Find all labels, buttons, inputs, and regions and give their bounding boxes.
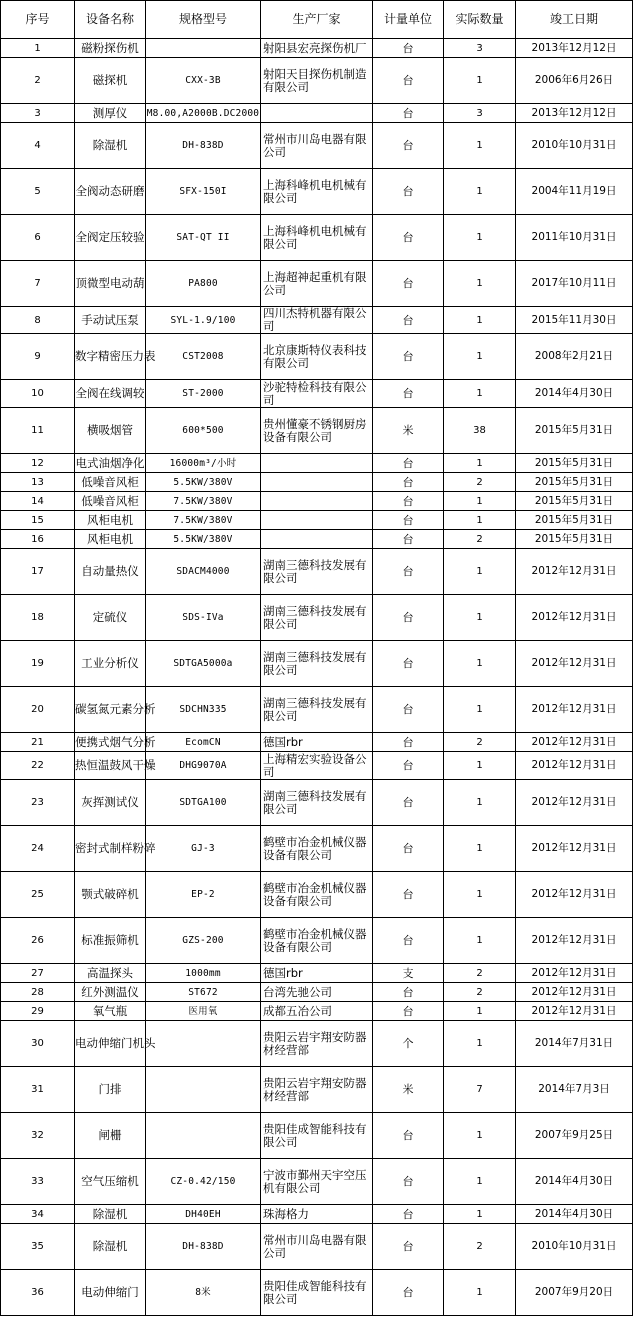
table-row — [1, 983, 633, 1002]
quantity: 1 — [444, 511, 516, 530]
model-spec — [146, 39, 261, 58]
table-row — [1, 261, 633, 307]
model-spec: 5.5KW/380V — [146, 473, 261, 492]
row-number: 8 — [1, 307, 75, 334]
table-row — [1, 549, 633, 595]
manufacturer — [261, 473, 373, 492]
row-number: 7 — [1, 261, 75, 307]
model-spec: SDTGA5000a — [146, 641, 261, 687]
row-number: 31 — [1, 1067, 75, 1113]
completion-date: 2007年9月25日 — [516, 1113, 633, 1159]
model-spec: M8.00,A2000B.DC2000 — [146, 104, 261, 123]
row-number: 19 — [1, 641, 75, 687]
completion-date: 2012年12月31日 — [516, 549, 633, 595]
equipment-name: 横吸烟管 — [75, 408, 146, 454]
row-number: 27 — [1, 964, 75, 983]
model-spec: GZS-200 — [146, 918, 261, 964]
equipment-name: 手动试压泵 — [75, 307, 146, 334]
row-number: 30 — [1, 1021, 75, 1067]
unit: 台 — [373, 1205, 444, 1224]
header-cell: 竣工日期 — [516, 1, 633, 39]
row-number: 18 — [1, 595, 75, 641]
unit: 米 — [373, 1067, 444, 1113]
model-spec: CST2008 — [146, 334, 261, 380]
unit: 台 — [373, 169, 444, 215]
completion-date: 2012年12月31日 — [516, 752, 633, 780]
header-cell: 规格型号 — [146, 1, 261, 39]
equipment-name: 顶微型电动葫 — [75, 261, 146, 307]
equipment-name: 风柜电机 — [75, 511, 146, 530]
row-number: 24 — [1, 826, 75, 872]
manufacturer: 湖南三德科技发展有限公司 — [261, 780, 373, 826]
table-row — [1, 408, 633, 454]
row-number: 14 — [1, 492, 75, 511]
equipment-name: 电式油烟净化 — [75, 454, 146, 473]
completion-date: 2012年12月31日 — [516, 733, 633, 752]
row-number: 25 — [1, 872, 75, 918]
equipment-name: 定硫仪 — [75, 595, 146, 641]
model-spec: DH40EH — [146, 1205, 261, 1224]
manufacturer — [261, 492, 373, 511]
row-number: 29 — [1, 1002, 75, 1021]
equipment-name: 颚式破碎机 — [75, 872, 146, 918]
quantity: 1 — [444, 1159, 516, 1205]
equipment-name: 电动伸缩门机头 — [75, 1021, 146, 1067]
manufacturer — [261, 104, 373, 123]
equipment-name: 磁探机 — [75, 58, 146, 104]
manufacturer — [261, 530, 373, 549]
completion-date: 2010年10月31日 — [516, 1224, 633, 1270]
manufacturer: 贵阳佳成智能科技有限公司 — [261, 1270, 373, 1316]
completion-date: 2004年11月19日 — [516, 169, 633, 215]
quantity: 2 — [444, 1224, 516, 1270]
unit: 台 — [373, 733, 444, 752]
model-spec — [146, 1021, 261, 1067]
completion-date: 2008年2月21日 — [516, 334, 633, 380]
quantity: 1 — [444, 1113, 516, 1159]
table-row — [1, 58, 633, 104]
unit: 台 — [373, 641, 444, 687]
unit: 台 — [373, 780, 444, 826]
row-number: 21 — [1, 733, 75, 752]
equipment-name: 全阀定压较验 — [75, 215, 146, 261]
row-number: 36 — [1, 1270, 75, 1316]
unit: 台 — [373, 454, 444, 473]
manufacturer: 湖南三德科技发展有限公司 — [261, 549, 373, 595]
manufacturer: 常州市川岛电器有限公司 — [261, 1224, 373, 1270]
unit: 台 — [373, 473, 444, 492]
row-number: 16 — [1, 530, 75, 549]
equipment-name: 风柜电机 — [75, 530, 146, 549]
equipment-name: 全阀动态研磨 — [75, 169, 146, 215]
quantity: 1 — [444, 58, 516, 104]
completion-date: 2006年6月26日 — [516, 58, 633, 104]
header-row — [1, 1, 633, 39]
table-row — [1, 872, 633, 918]
table-row — [1, 334, 633, 380]
table-row — [1, 530, 633, 549]
table-row — [1, 104, 633, 123]
quantity: 1 — [444, 826, 516, 872]
unit: 台 — [373, 595, 444, 641]
completion-date: 2012年12月31日 — [516, 964, 633, 983]
table-row — [1, 169, 633, 215]
unit: 米 — [373, 408, 444, 454]
table-row — [1, 918, 633, 964]
completion-date: 2013年12月12日 — [516, 104, 633, 123]
completion-date: 2014年7月3日 — [516, 1067, 633, 1113]
equipment-name: 便携式烟气分析 — [75, 733, 146, 752]
equipment-name: 高温探头 — [75, 964, 146, 983]
model-spec: SFX-150I — [146, 169, 261, 215]
completion-date: 2014年4月30日 — [516, 380, 633, 408]
quantity: 1 — [444, 454, 516, 473]
unit: 台 — [373, 307, 444, 334]
row-number: 26 — [1, 918, 75, 964]
table-row — [1, 733, 633, 752]
table-row — [1, 1002, 633, 1021]
header-cell: 设备名称 — [75, 1, 146, 39]
unit: 台 — [373, 215, 444, 261]
manufacturer: 上海精宏实验设备公司 — [261, 752, 373, 780]
row-number: 15 — [1, 511, 75, 530]
quantity: 1 — [444, 1205, 516, 1224]
table-row — [1, 752, 633, 780]
manufacturer — [261, 454, 373, 473]
unit: 台 — [373, 687, 444, 733]
equipment-name: 密封式制样粉碎 — [75, 826, 146, 872]
equipment-name: 数字精密压力表 — [75, 334, 146, 380]
header-cell: 生产厂家 — [261, 1, 373, 39]
quantity: 2 — [444, 473, 516, 492]
completion-date: 2012年12月31日 — [516, 918, 633, 964]
quantity: 1 — [444, 1021, 516, 1067]
quantity: 1 — [444, 641, 516, 687]
unit: 台 — [373, 918, 444, 964]
unit: 台 — [373, 530, 444, 549]
header-cell: 实际数量 — [444, 1, 516, 39]
model-spec: ST672 — [146, 983, 261, 1002]
completion-date: 2014年4月30日 — [516, 1205, 633, 1224]
unit: 个 — [373, 1021, 444, 1067]
model-spec: 医用氧 — [146, 1002, 261, 1021]
model-spec: PA800 — [146, 261, 261, 307]
completion-date: 2014年4月30日 — [516, 1159, 633, 1205]
model-spec: EcomCN — [146, 733, 261, 752]
model-spec: 8米 — [146, 1270, 261, 1316]
completion-date: 2015年11月30日 — [516, 307, 633, 334]
table-row — [1, 964, 633, 983]
unit: 台 — [373, 872, 444, 918]
row-number: 1 — [1, 39, 75, 58]
table-row — [1, 1159, 633, 1205]
quantity: 1 — [444, 334, 516, 380]
unit: 台 — [373, 549, 444, 595]
unit: 台 — [373, 334, 444, 380]
manufacturer: 四川杰特机器有限公司 — [261, 307, 373, 334]
row-number: 3 — [1, 104, 75, 123]
manufacturer: 鹤壁市冶金机械仪器设备有限公司 — [261, 826, 373, 872]
model-spec: SYL-1.9/100 — [146, 307, 261, 334]
quantity: 7 — [444, 1067, 516, 1113]
row-number: 32 — [1, 1113, 75, 1159]
model-spec: 5.5KW/380V — [146, 530, 261, 549]
completion-date: 2015年5月31日 — [516, 473, 633, 492]
quantity: 1 — [444, 1270, 516, 1316]
completion-date: 2007年9月20日 — [516, 1270, 633, 1316]
row-number: 4 — [1, 123, 75, 169]
quantity: 1 — [444, 595, 516, 641]
model-spec: SDACM4000 — [146, 549, 261, 595]
unit: 台 — [373, 58, 444, 104]
model-spec: SDCHN335 — [146, 687, 261, 733]
table-row — [1, 380, 633, 408]
quantity: 2 — [444, 530, 516, 549]
equipment-name: 除湿机 — [75, 123, 146, 169]
header-cell: 计量单位 — [373, 1, 444, 39]
table-row — [1, 39, 633, 58]
row-number: 33 — [1, 1159, 75, 1205]
table-row — [1, 826, 633, 872]
manufacturer: 鹤壁市冶金机械仪器设备有限公司 — [261, 872, 373, 918]
quantity: 1 — [444, 169, 516, 215]
equipment-name: 标准振筛机 — [75, 918, 146, 964]
manufacturer: 湖南三德科技发展有限公司 — [261, 641, 373, 687]
row-number: 17 — [1, 549, 75, 595]
row-number: 11 — [1, 408, 75, 454]
manufacturer: 常州市川岛电器有限公司 — [261, 123, 373, 169]
quantity: 1 — [444, 123, 516, 169]
manufacturer: 贵州懂豪不锈钢厨房设备有限公司 — [261, 408, 373, 454]
completion-date: 2017年10月11日 — [516, 261, 633, 307]
unit: 台 — [373, 1159, 444, 1205]
table-row — [1, 780, 633, 826]
manufacturer: 沙驼特检科技有限公司 — [261, 380, 373, 408]
equipment-name: 低噪音风柜 — [75, 473, 146, 492]
completion-date: 2012年12月31日 — [516, 641, 633, 687]
completion-date: 2012年12月31日 — [516, 872, 633, 918]
equipment-name: 全阀在线调较 — [75, 380, 146, 408]
equipment-name: 测厚仪 — [75, 104, 146, 123]
equipment-name: 氧气瓶 — [75, 1002, 146, 1021]
model-spec: SAT-QT II — [146, 215, 261, 261]
model-spec: 7.5KW/380V — [146, 492, 261, 511]
row-number: 22 — [1, 752, 75, 780]
equipment-name: 低噪音风柜 — [75, 492, 146, 511]
manufacturer: 北京康斯特仪表科技有限公司 — [261, 334, 373, 380]
table-row — [1, 1021, 633, 1067]
unit: 台 — [373, 826, 444, 872]
quantity: 1 — [444, 1002, 516, 1021]
model-spec: 1000mm — [146, 964, 261, 983]
quantity: 1 — [444, 261, 516, 307]
manufacturer — [261, 511, 373, 530]
table-row — [1, 1067, 633, 1113]
table-row — [1, 641, 633, 687]
model-spec: CXX-3B — [146, 58, 261, 104]
quantity: 3 — [444, 104, 516, 123]
manufacturer: 宁波市鄞州天宇空压机有限公司 — [261, 1159, 373, 1205]
unit: 台 — [373, 1224, 444, 1270]
manufacturer: 台湾先驰公司 — [261, 983, 373, 1002]
quantity: 3 — [444, 39, 516, 58]
model-spec — [146, 1113, 261, 1159]
completion-date: 2013年12月12日 — [516, 39, 633, 58]
unit: 支 — [373, 964, 444, 983]
row-number: 6 — [1, 215, 75, 261]
row-number: 2 — [1, 58, 75, 104]
completion-date: 2012年12月31日 — [516, 595, 633, 641]
table-row — [1, 307, 633, 334]
model-spec: DHG9070A — [146, 752, 261, 780]
table-row — [1, 454, 633, 473]
model-spec: 600*500 — [146, 408, 261, 454]
completion-date: 2012年12月31日 — [516, 983, 633, 1002]
unit: 台 — [373, 123, 444, 169]
completion-date: 2012年12月31日 — [516, 687, 633, 733]
model-spec: 7.5KW/380V — [146, 511, 261, 530]
table-row — [1, 1113, 633, 1159]
completion-date: 2015年5月31日 — [516, 530, 633, 549]
completion-date: 2012年12月31日 — [516, 780, 633, 826]
equipment-name: 门排 — [75, 1067, 146, 1113]
row-number: 35 — [1, 1224, 75, 1270]
equipment-name: 闸栅 — [75, 1113, 146, 1159]
table-row — [1, 511, 633, 530]
quantity: 38 — [444, 408, 516, 454]
manufacturer: 德国rbr — [261, 733, 373, 752]
unit: 台 — [373, 104, 444, 123]
row-number: 5 — [1, 169, 75, 215]
table-row — [1, 1224, 633, 1270]
table-row — [1, 1270, 633, 1316]
model-spec: CZ-0.42/150 — [146, 1159, 261, 1205]
manufacturer: 贵阳云岩宇翔安防器材经营部 — [261, 1021, 373, 1067]
completion-date: 2010年10月31日 — [516, 123, 633, 169]
manufacturer: 鹤壁市冶金机械仪器设备有限公司 — [261, 918, 373, 964]
row-number: 20 — [1, 687, 75, 733]
equipment-name: 碳氢氮元素分析 — [75, 687, 146, 733]
row-number: 28 — [1, 983, 75, 1002]
equipment-name: 空气压缩机 — [75, 1159, 146, 1205]
manufacturer: 贵阳云岩宇翔安防器材经营部 — [261, 1067, 373, 1113]
quantity: 1 — [444, 918, 516, 964]
table-row — [1, 473, 633, 492]
manufacturer: 上海超神起重机有限公司 — [261, 261, 373, 307]
manufacturer: 珠海格力 — [261, 1205, 373, 1224]
unit: 台 — [373, 261, 444, 307]
manufacturer: 贵阳佳成智能科技有限公司 — [261, 1113, 373, 1159]
row-number: 10 — [1, 380, 75, 408]
model-spec: EP-2 — [146, 872, 261, 918]
unit: 台 — [373, 1002, 444, 1021]
equipment-name: 自动量热仪 — [75, 549, 146, 595]
manufacturer: 射阳县宏亮探伤机厂 — [261, 39, 373, 58]
unit: 台 — [373, 39, 444, 58]
header-cell: 序号 — [1, 1, 75, 39]
completion-date: 2015年5月31日 — [516, 492, 633, 511]
model-spec — [146, 1067, 261, 1113]
completion-date: 2012年12月31日 — [516, 826, 633, 872]
model-spec: 16000m³/小时 — [146, 454, 261, 473]
equipment-name: 红外测温仪 — [75, 983, 146, 1002]
row-number: 34 — [1, 1205, 75, 1224]
completion-date: 2015年5月31日 — [516, 511, 633, 530]
equipment-name: 电动伸缩门 — [75, 1270, 146, 1316]
completion-date: 2012年12月31日 — [516, 1002, 633, 1021]
completion-date: 2011年10月31日 — [516, 215, 633, 261]
unit: 台 — [373, 492, 444, 511]
model-spec: SDTGA100 — [146, 780, 261, 826]
unit: 台 — [373, 380, 444, 408]
quantity: 1 — [444, 687, 516, 733]
model-spec: GJ-3 — [146, 826, 261, 872]
model-spec: SDS-IVa — [146, 595, 261, 641]
quantity: 1 — [444, 380, 516, 408]
quantity: 1 — [444, 752, 516, 780]
equipment-name: 除湿机 — [75, 1224, 146, 1270]
manufacturer: 湖南三德科技发展有限公司 — [261, 687, 373, 733]
equipment-name: 热恒温鼓风干燥 — [75, 752, 146, 780]
completion-date: 2015年5月31日 — [516, 454, 633, 473]
completion-date: 2015年5月31日 — [516, 408, 633, 454]
table-row — [1, 215, 633, 261]
model-spec: DH-838D — [146, 1224, 261, 1270]
unit: 台 — [373, 511, 444, 530]
quantity: 2 — [444, 733, 516, 752]
table-row — [1, 492, 633, 511]
row-number: 13 — [1, 473, 75, 492]
equipment-name: 除湿机 — [75, 1205, 146, 1224]
quantity: 1 — [444, 780, 516, 826]
unit: 台 — [373, 983, 444, 1002]
equipment-name: 磁粉探伤机 — [75, 39, 146, 58]
unit: 台 — [373, 1113, 444, 1159]
manufacturer: 射阳天目探伤机制造有限公司 — [261, 58, 373, 104]
equipment-name: 灰挥测试仪 — [75, 780, 146, 826]
equipment-name: 工业分析仪 — [75, 641, 146, 687]
quantity: 1 — [444, 549, 516, 595]
unit: 台 — [373, 752, 444, 780]
manufacturer: 上海科峰机电机械有限公司 — [261, 169, 373, 215]
manufacturer: 湖南三德科技发展有限公司 — [261, 595, 373, 641]
table-row — [1, 595, 633, 641]
quantity: 2 — [444, 983, 516, 1002]
table-row — [1, 687, 633, 733]
quantity: 1 — [444, 492, 516, 511]
unit: 台 — [373, 1270, 444, 1316]
completion-date: 2014年7月31日 — [516, 1021, 633, 1067]
quantity: 1 — [444, 307, 516, 334]
row-number: 23 — [1, 780, 75, 826]
model-spec: DH-838D — [146, 123, 261, 169]
table-row — [1, 123, 633, 169]
row-number: 9 — [1, 334, 75, 380]
row-number: 12 — [1, 454, 75, 473]
manufacturer: 上海科峰机电机械有限公司 — [261, 215, 373, 261]
model-spec: ST-2000 — [146, 380, 261, 408]
manufacturer: 德国rbr — [261, 964, 373, 983]
quantity: 1 — [444, 872, 516, 918]
manufacturer: 成都五冶公司 — [261, 1002, 373, 1021]
table-row — [1, 1205, 633, 1224]
quantity: 2 — [444, 964, 516, 983]
quantity: 1 — [444, 215, 516, 261]
